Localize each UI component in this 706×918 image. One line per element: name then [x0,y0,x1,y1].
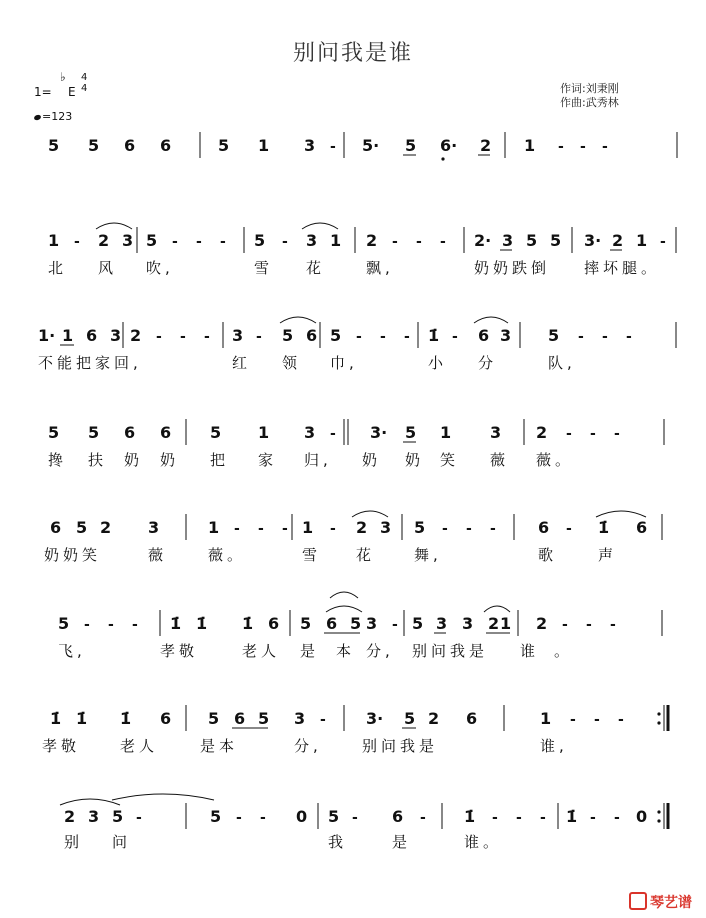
note: 1 [524,136,536,155]
lyric: 队, [548,354,576,372]
note: - [416,234,422,250]
note: 1̇ [170,614,182,633]
composer: 作曲:武秀林 [560,96,619,109]
lyric: 飘, [366,259,394,277]
lyric: 奶奶笑 [44,546,102,564]
lyric: 奶 [160,451,180,469]
lyric: 声 [598,546,618,564]
lyric: 花 [356,546,376,564]
note: 3· [370,423,388,442]
note: 2 [536,423,548,442]
note: 3 [366,614,378,633]
note: - [442,521,448,537]
slur [474,317,508,323]
lyric: 是本 [200,737,239,755]
note: 6 [50,518,62,537]
note: 2 [64,807,76,826]
slur [484,606,510,612]
lyric: 把 [210,451,230,469]
note: - [196,234,202,250]
note: 1̇ [428,326,440,345]
key-prefix: 1= [34,85,52,99]
note: 6 [478,326,490,345]
note: 1 [258,423,270,442]
note: - [108,617,114,633]
note: 6 [124,136,136,155]
lyric: 别问我是 [362,737,439,755]
note: - [586,617,592,633]
note: - [594,712,600,728]
lyric: 分, [294,737,322,755]
note: - [590,810,596,826]
note: 1 [330,231,342,250]
note: - [590,426,596,442]
slur [352,511,388,517]
note: 3 [304,136,316,155]
note: 2 [356,518,368,537]
note: 6 [86,326,98,345]
lyric: 老人 [120,737,159,755]
note: 5 [328,807,340,826]
note: - [540,810,546,826]
note: 6 [160,423,172,442]
note: - [234,521,240,537]
note: - [614,426,620,442]
note: 5 [218,136,230,155]
note: - [440,234,446,250]
note: 2 [366,231,378,250]
slur [112,794,214,800]
note: - [330,139,336,155]
note: 3 [306,231,318,250]
note: 5 [76,518,88,537]
lyric: 家 [258,451,278,469]
slur [326,606,362,612]
lyric: 本 [336,642,356,660]
note: - [258,521,264,537]
lyric: 奶 [362,451,382,469]
lyric: 老人 [242,642,281,660]
note: - [136,810,142,826]
note: 0 [636,807,648,826]
lyric: 歌 [538,546,558,564]
note: 3· [366,709,384,728]
note: 1 [440,423,452,442]
repeat-dot [657,819,660,822]
note: - [570,712,576,728]
note: 5 [258,709,270,728]
time-bottom: 4 [81,83,88,94]
note: 5 [146,231,158,250]
note: 6· [440,136,458,155]
note: - [626,329,632,345]
note: 2 [612,231,624,250]
lyric: 巾, [330,354,358,372]
lyric: 是 [300,642,320,660]
note: 6 [538,518,550,537]
lyric: 谁。 [464,833,503,851]
note: - [602,329,608,345]
note: 1̇ [566,807,578,826]
note: 1 [48,231,60,250]
lyric: 问 [112,833,132,851]
lyric: 摔坏腿。 [584,259,661,277]
note: - [282,521,288,537]
note: 3 [88,807,100,826]
note: 5 [210,807,222,826]
lyric: 归, [304,451,332,469]
lyric: 谁, [540,737,568,755]
note: 5 [88,423,100,442]
note: - [566,426,572,442]
lyric: 不能把家回, [38,354,142,372]
slur [596,511,646,517]
note: 3 [110,326,122,345]
note: 1 [258,136,270,155]
note: 1 [540,709,552,728]
note: - [392,234,398,250]
note: 2 [488,614,500,633]
lyric: 舞, [414,546,442,564]
note: 3 [462,614,474,633]
note: - [660,234,666,250]
note: - [602,139,608,155]
slur [280,317,316,323]
note: 3· [584,231,602,250]
site-logo [629,892,692,912]
note: 5 [88,136,100,155]
note: 2 [536,614,548,633]
note: 1̇ [196,614,208,633]
song-title: 别问我是谁 [292,41,413,66]
note: 5 [300,614,312,633]
lyric: 薇。 [208,546,247,564]
lyric: 领 [282,354,302,372]
note: 5 [412,614,424,633]
note: - [516,810,522,826]
lyric: 小 [428,354,448,372]
note: 6 [636,518,648,537]
note: 1̇ [76,709,88,728]
note: 5 [330,326,342,345]
note: 2 [480,136,492,155]
note: - [610,617,616,633]
note: 6 [392,807,404,826]
lyric: 薇 [490,451,510,469]
lyric: 吹, [146,259,174,277]
note: 5 [210,423,222,442]
note: 6 [268,614,280,633]
note: 5 [282,326,294,345]
lyric: 搀 [48,451,68,469]
note: 6 [234,709,246,728]
note: - [420,810,426,826]
note: - [562,617,568,633]
note: - [566,521,572,537]
lyric: 奶奶跌倒 [474,259,551,277]
note: 3 [232,326,244,345]
note: 5 [548,326,560,345]
note: 5 [58,614,70,633]
note: - [132,617,138,633]
slur [96,223,132,229]
lyric: 扶 [88,451,108,469]
note: 1· [38,326,56,345]
note: 6 [326,614,338,633]
note: 5 [208,709,220,728]
note: 2· [474,231,492,250]
flat-symbol: ♭ [60,70,66,84]
lyric: 红 [232,354,252,372]
note: 6 [466,709,478,728]
lyric: 风 [98,259,118,277]
note: 5 [350,614,362,633]
note: - [356,329,362,345]
lyric: 别问我是 [412,642,489,660]
note: 2 [98,231,110,250]
note: 3 [122,231,134,250]
note: - [236,810,242,826]
note: 1̇ [598,518,610,537]
note: 3 [380,518,392,537]
note: - [490,521,496,537]
lyric: 花 [306,259,326,277]
note: 1̇ [242,614,254,633]
note: 5 [405,423,417,442]
note: 1 [500,614,512,633]
note: 6 [160,709,172,728]
note: 5 [405,136,417,155]
tempo-value: =123 [42,110,73,123]
note: - [180,329,186,345]
note: 5 [112,807,124,826]
lyric: 。 [554,642,574,660]
lyric: 谁 [520,642,540,660]
lyric: 雪 [302,546,322,564]
note: 2 [100,518,112,537]
note: 3 [500,326,512,345]
logo-icon [629,892,647,910]
note: - [380,329,386,345]
octave-dot [441,157,444,160]
note: 1̇ [50,709,62,728]
note: 5 [550,231,562,250]
note: 6 [160,136,172,155]
lyric: 分 [478,354,498,372]
lyric: 薇 [148,546,168,564]
logo-text: 琴艺谱 [650,895,692,911]
lyric: 孝敬 [42,737,81,755]
note: 3 [148,518,160,537]
note: 5 [404,709,416,728]
note: - [618,712,624,728]
note: - [256,329,262,345]
note: 3 [502,231,514,250]
note: - [172,234,178,250]
note: 3 [490,423,502,442]
note: - [404,329,410,345]
note: 1 [302,518,314,537]
note: 3 [436,614,448,633]
note: - [452,329,458,345]
note: 1 [208,518,220,537]
lyric: 雪 [254,259,274,277]
lyric: 北 [48,259,68,277]
slur [302,223,338,229]
note: - [220,234,226,250]
note: 6 [124,423,136,442]
note: 2 [428,709,440,728]
note: 2 [130,326,142,345]
lyric: 分, [366,642,394,660]
note: - [84,617,90,633]
note: 5 [48,423,60,442]
repeat-dot [657,712,660,715]
note: - [156,329,162,345]
note: - [614,810,620,826]
note: - [74,234,80,250]
note: 1̇ [464,807,476,826]
lyric: 飞, [58,642,86,660]
note: 6 [306,326,318,345]
note: - [330,426,336,442]
lyric: 孝敬 [160,642,199,660]
note: 1 [62,326,74,345]
key-tonic: E [68,85,76,99]
note: - [392,617,398,633]
lyric: 薇。 [536,451,575,469]
note: - [578,329,584,345]
note: 1 [636,231,648,250]
slur [330,592,358,598]
time-top: 4 [81,72,88,83]
slur [60,799,120,805]
note: - [204,329,210,345]
lyricist: 作词:刘秉刚 [560,82,619,95]
note: 5 [414,518,426,537]
note: - [320,712,326,728]
note: - [558,139,564,155]
note: 3 [294,709,306,728]
note: - [352,810,358,826]
repeat-dot [657,810,660,813]
note: - [466,521,472,537]
note: - [580,139,586,155]
lyric: 是 [392,833,412,851]
note: 1̇ [120,709,132,728]
lyric: 别 [64,833,84,851]
note: 5 [526,231,538,250]
lyric: 奶 [405,451,425,469]
note: - [492,810,498,826]
note: - [282,234,288,250]
note: 5 [48,136,60,155]
note: 3 [304,423,316,442]
note: 5· [362,136,380,155]
lyric: 奶 [124,451,144,469]
lyric: 我 [328,833,348,851]
note: - [330,521,336,537]
note: 0 [296,807,308,826]
note: - [260,810,266,826]
note: 5 [254,231,266,250]
repeat-dot [657,721,660,724]
lyric: 笑 [440,451,460,469]
